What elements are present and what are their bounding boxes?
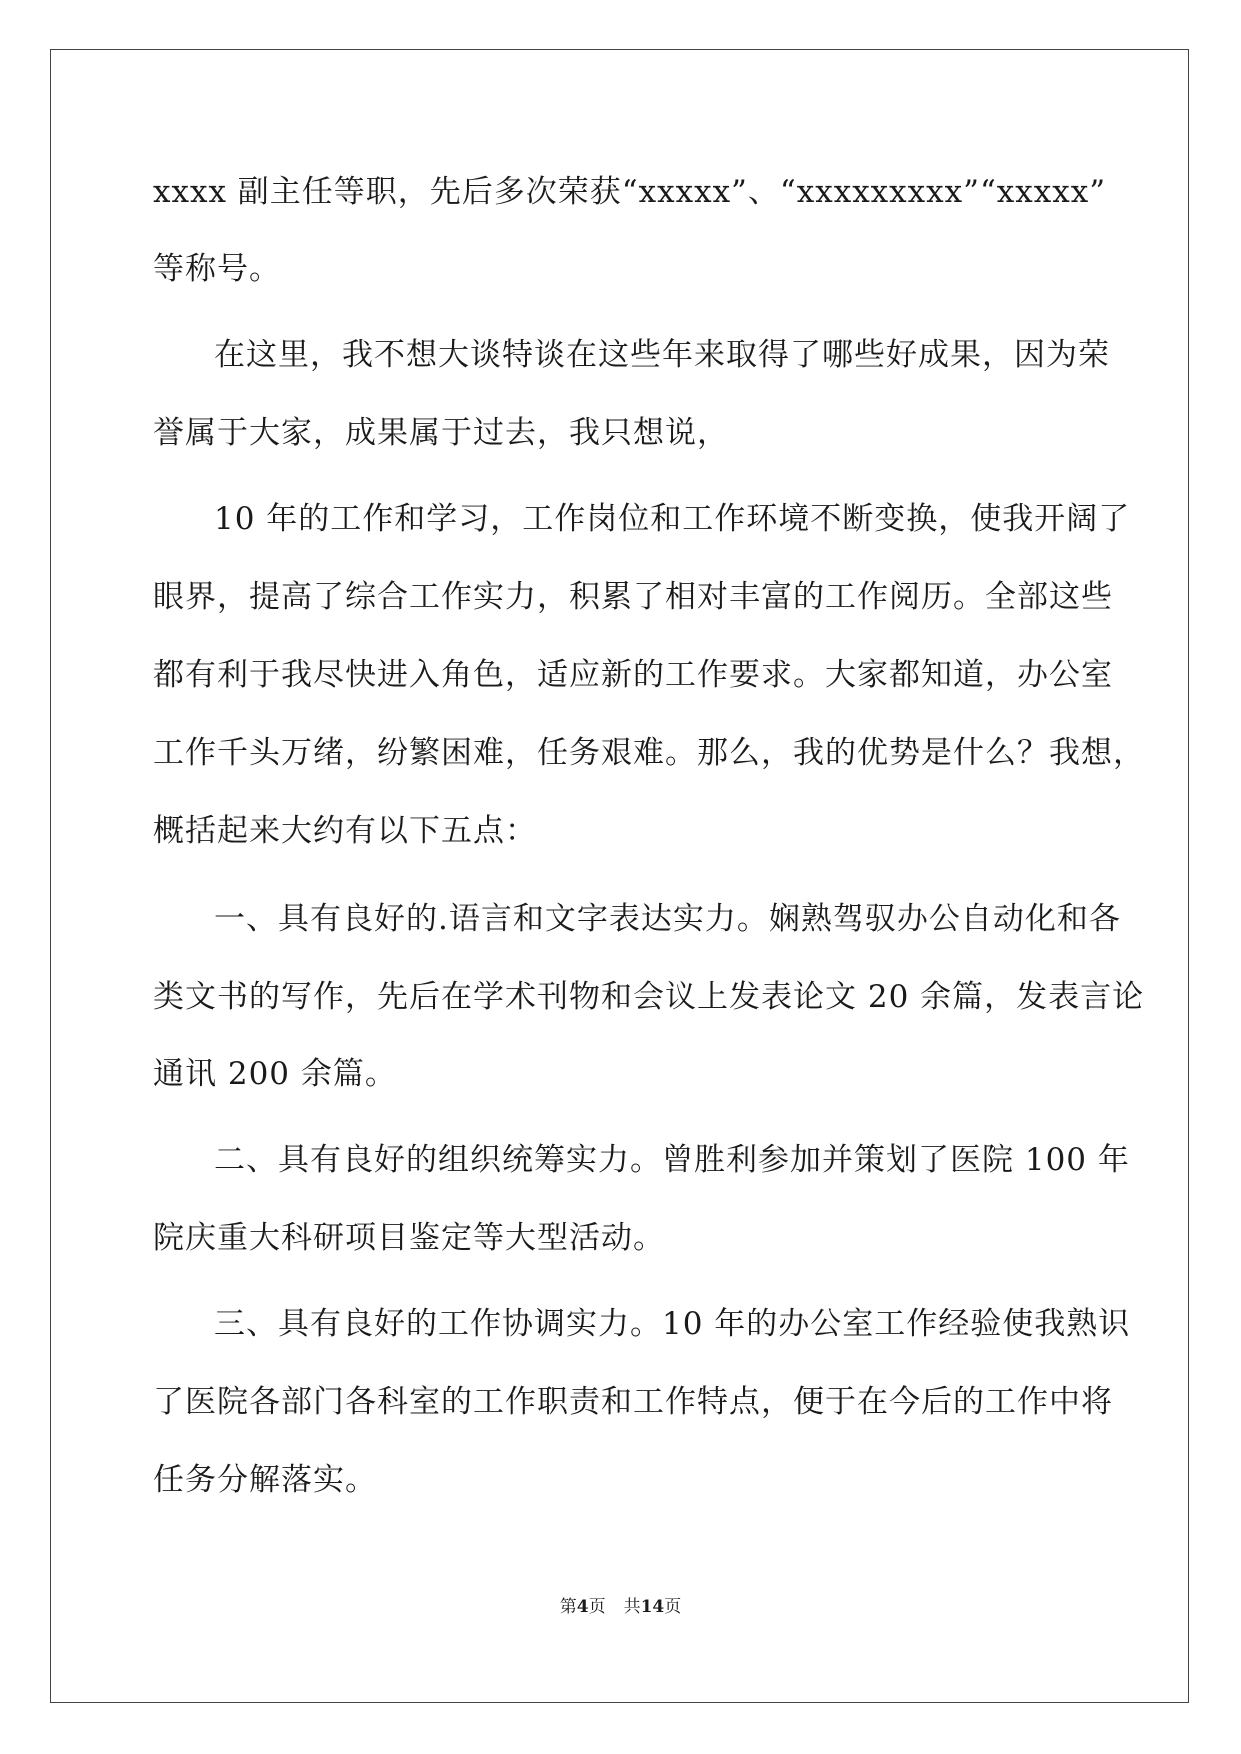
body-line: xxxx 副主任等职，先后多次荣获“xxxxx”、“xxxxxxxxx”“xxxxx” <box>153 174 1107 210</box>
total-suffix: 页 <box>664 1597 682 1617</box>
body-line: 任务分解落实。 <box>153 1462 377 1498</box>
body-line: 概括起来大约有以下五点： <box>153 813 537 849</box>
body-line: 了医院各部门各科室的工作职责和工作特点，便于在今后的工作中将 <box>153 1384 1113 1420</box>
paragraph-first-line: 三、具有良好的工作协调实力。10 年的办公室工作经验使我熟识 <box>214 1306 1131 1342</box>
page-number: 4 <box>576 1597 589 1617</box>
body-line: 通讯 200 余篇。 <box>153 1056 397 1092</box>
total-prefix: 共 <box>623 1597 641 1617</box>
page-prefix: 第 <box>559 1597 577 1617</box>
paragraph-first-line: 二、具有良好的组织统筹实力。曾胜利参加并策划了医院 100 年 <box>214 1142 1130 1178</box>
paragraph-first-line: 一、具有良好的.语言和文字表达实力。娴熟驾驭办公自动化和各 <box>214 901 1121 937</box>
paragraph-first-line: 10 年的工作和学习，工作岗位和工作环境不断变换，使我开阔了 <box>214 501 1131 537</box>
body-line: 都有利于我尽快进入角色，适应新的工作要求。大家都知道，办公室 <box>153 657 1113 693</box>
page-suffix: 页 <box>588 1597 606 1617</box>
paragraph-first-line: 在这里，我不想大谈特谈在这些年来取得了哪些好成果，因为荣 <box>214 337 1110 373</box>
body-line: 工作千头万绪，纷繁困难，任务艰难。那么，我的优势是什么？我想， <box>153 735 1145 771</box>
body-line: 眼界，提高了综合工作实力，积累了相对丰富的工作阅历。全部这些 <box>153 579 1113 615</box>
body-line: 誉属于大家，成果属于过去，我只想说， <box>153 415 729 451</box>
total-pages: 14 <box>640 1597 665 1617</box>
body-line: 类文书的写作，先后在学术刊物和会议上发表论文 20 余篇，发表言论 <box>153 979 1145 1015</box>
page-footer <box>0 1595 1241 1619</box>
body-line: 院庆重大科研项目鉴定等大型活动。 <box>153 1220 665 1256</box>
body-line: 等称号。 <box>153 251 281 287</box>
